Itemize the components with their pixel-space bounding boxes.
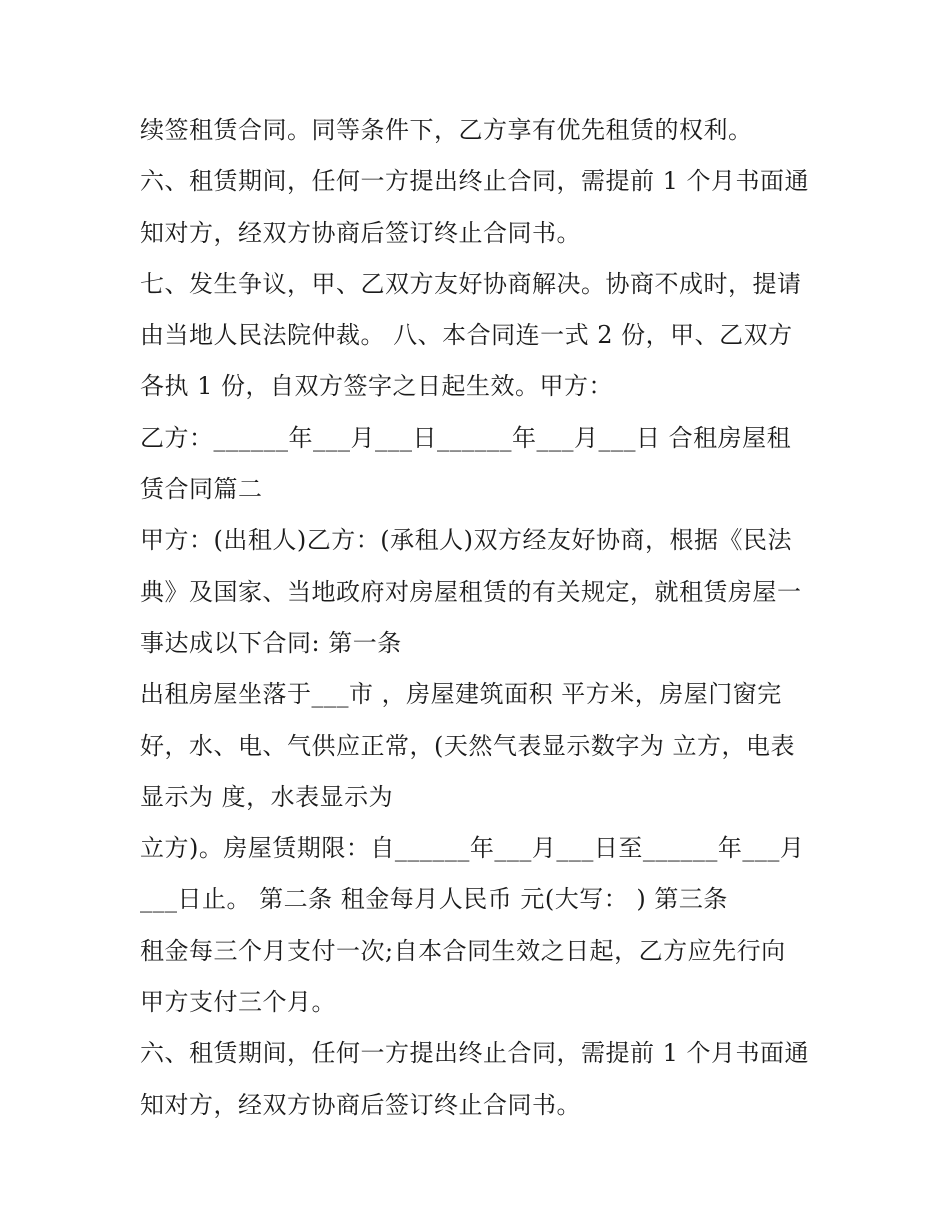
text-line: 典》及国家、当地政府对房屋租赁的有关规定，就租赁房屋一: [140, 577, 802, 606]
text-line: 乙方：______年___月___日______年___月___日 合租房屋租: [140, 423, 792, 452]
text-line: 知对方，经双方协商后签订终止合同书。: [140, 218, 581, 247]
text-line: 六、租赁期间，任何一方提出终止合同，需提前 1 个月书面通: [140, 167, 810, 196]
text-line: 六、租赁期间，任何一方提出终止合同，需提前 1 个月书面通: [140, 1039, 810, 1068]
text-line: 出租房屋坐落于___市 ，房屋建筑面积 平方米，房屋门窗完: [140, 680, 782, 709]
text-line: 续签租赁合同。同等条件下，乙方享有优先租赁的权利。: [140, 116, 753, 144]
text-line: 甲方支付三个月。: [140, 988, 336, 1017]
text-line: 显示为 度，水表显示为: [140, 782, 394, 811]
text-line: 知对方，经双方协商后签订终止合同书。: [140, 1090, 581, 1119]
text-line: 七、发生争议，甲、乙双方友好协商解决。协商不成时，提请: [140, 269, 802, 298]
text-line: 好，水、电、气供应正常，(天然气表显示数字为 立方，电表: [140, 731, 795, 760]
document-body: [140, 110, 820, 1136]
text-line: 租金每三个月支付一次;自本合同生效之日起，乙方应先行向: [140, 936, 786, 965]
text-line: 事达成以下合同: 第一条: [140, 628, 402, 657]
text-line: 甲方：(出租人)乙方：(承租人)双方经友好协商，根据《民法: [140, 526, 792, 555]
text-line: ___日止。 第二条 租金每月人民币 元(大写： ) 第三条: [140, 885, 728, 914]
text-line: 立方)。房屋赁期限：自______年___月___日至______年___月: [140, 834, 805, 863]
text-line: 由当地人民法院仲裁。 八、本合同连一式 2 份，甲、乙双方: [140, 321, 793, 350]
text-line: 赁合同篇二: [140, 475, 263, 504]
text-line: 各执 1 份，自双方签字之日起生效。甲方：: [140, 372, 614, 401]
